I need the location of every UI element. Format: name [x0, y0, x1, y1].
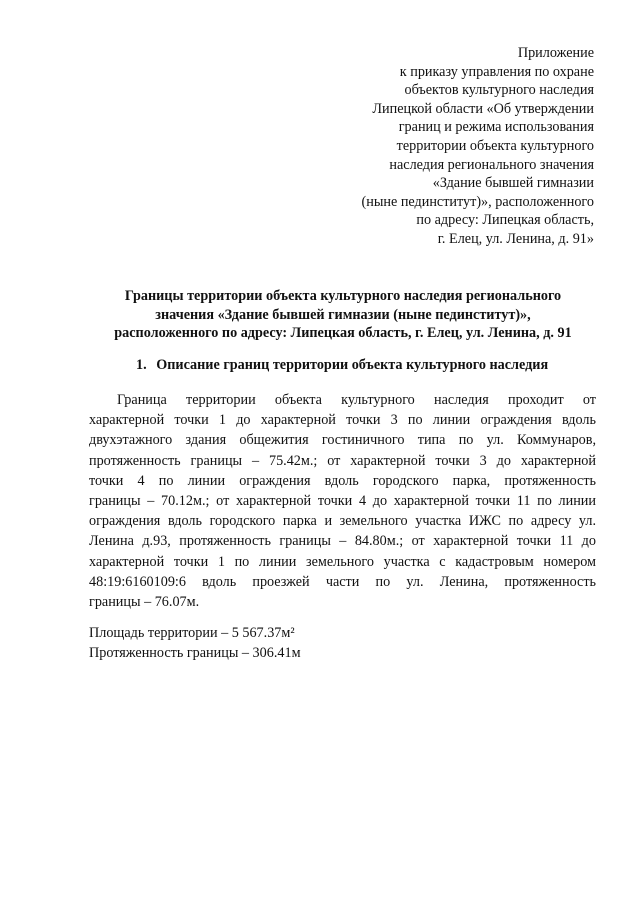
- paragraph-line: границы – 70.12м.; от характерной точки 4 до характерной точки 11 по линии: [89, 492, 596, 509]
- appendix-block: [294, 44, 594, 249]
- paragraph-line: границы – 76.07м.: [89, 593, 200, 610]
- appendix-line: г. Елец, ул. Ленина, д. 91»: [437, 230, 594, 247]
- paragraph-line: Граница территории объекта культурного наследия проходит от: [117, 392, 596, 408]
- appendix-line: по адресу: Липецкая область,: [416, 212, 594, 229]
- title-line: значения «Здание бывшей гимназии (ныне пединститут)»,: [155, 306, 531, 323]
- paragraph-line: ограждения вдоль городского парка и земельного участка ИЖС по адресу ул.: [89, 513, 596, 530]
- territory-area: Площадь территории – 5 567.37м²: [89, 625, 295, 641]
- appendix-line: Приложение: [517, 45, 594, 61]
- boundary-description: [89, 390, 596, 612]
- appendix-line: наследия регионального значения: [389, 156, 594, 173]
- paragraph-line: 48:19:6160109:6 вдоль проезжей части по ул. Ленина, протяженность: [89, 573, 596, 590]
- title-line: Границы территории объекта культурного наследия регионального: [124, 288, 562, 304]
- section-heading: [136, 356, 548, 375]
- appendix-line: Липецкой области «Об утверждении: [372, 100, 594, 117]
- boundary-length: Протяженность границы – 306.41м: [89, 645, 301, 662]
- appendix-line: «Здание бывшей гимназии: [432, 175, 594, 192]
- document-title: [70, 287, 616, 343]
- title-line: расположенного по адресу: Липецкая область, г. Елец, ул. Ленина, д. 91: [114, 325, 572, 342]
- appendix-line: объектов культурного наследия: [404, 82, 594, 99]
- appendix-line: к приказу управления по охране: [399, 63, 594, 80]
- appendix-line: границ и режима использования: [398, 119, 594, 136]
- territory-summary: [89, 623, 301, 663]
- appendix-line: территории объекта культурного: [396, 137, 594, 154]
- section-heading-text: Описание границ территории объекта культурного наследия: [156, 357, 549, 373]
- appendix-line: (ныне пединститут)», расположенного: [361, 193, 594, 210]
- section-number: 1.: [136, 357, 147, 373]
- paragraph-line: Ленина д.93, протяженность границы – 84.80м.; от характерной точки 11 до: [89, 533, 596, 550]
- paragraph-line: протяженность границы – 75.42м.; от характерной точки 3 до характерной: [89, 452, 596, 469]
- paragraph-line: характерной точки 1 до характерной точки 3 по линии ограждения вдоль: [89, 412, 596, 429]
- paragraph-line: точки 4 по линии ограждения вдоль городского парка, протяженность: [89, 472, 596, 489]
- paragraph-line: двухэтажного здания общежития гостиничного типа по ул. Коммунаров,: [89, 432, 596, 449]
- paragraph-line: характерной точки 1 по линии земельного участка с кадастровым номером: [89, 553, 596, 570]
